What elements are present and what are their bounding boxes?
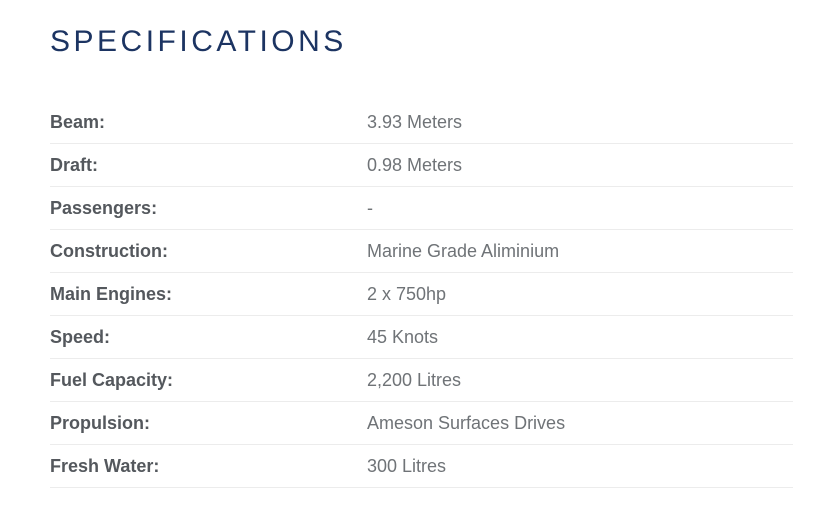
spec-label: Construction: <box>50 240 168 261</box>
spec-label: Speed: <box>50 326 111 347</box>
spec-value: 3.93 Meters <box>367 111 463 132</box>
spec-row <box>50 230 793 273</box>
spec-label: Fuel Capacity: <box>50 369 174 390</box>
spec-value: 300 Litres <box>367 455 447 476</box>
spec-row <box>50 316 793 359</box>
specifications-table <box>50 101 793 488</box>
spec-label: Beam: <box>50 111 106 132</box>
spec-label: Draft: <box>50 154 98 175</box>
spec-row <box>50 144 793 187</box>
spec-value: 2 x 750hp <box>367 283 447 304</box>
spec-row <box>50 402 793 445</box>
spec-label: Fresh Water: <box>50 455 160 476</box>
spec-row <box>50 101 793 144</box>
spec-label: Passengers: <box>50 197 158 218</box>
spec-row <box>50 187 793 230</box>
spec-label: Main Engines: <box>50 283 173 304</box>
page-title: SPECIFICATIONS <box>50 25 347 58</box>
spec-row <box>50 359 793 402</box>
spec-value: Ameson Surfaces Drives <box>367 412 566 433</box>
spec-value: 0.98 Meters <box>367 154 463 175</box>
spec-row <box>50 273 793 316</box>
spec-value: 45 Knots <box>367 326 439 347</box>
spec-value: Marine Grade Aliminium <box>367 240 560 261</box>
spec-label: Propulsion: <box>50 412 150 433</box>
spec-row <box>50 445 793 488</box>
spec-value: 2,200 Litres <box>367 369 462 390</box>
spec-value: - <box>367 197 373 218</box>
